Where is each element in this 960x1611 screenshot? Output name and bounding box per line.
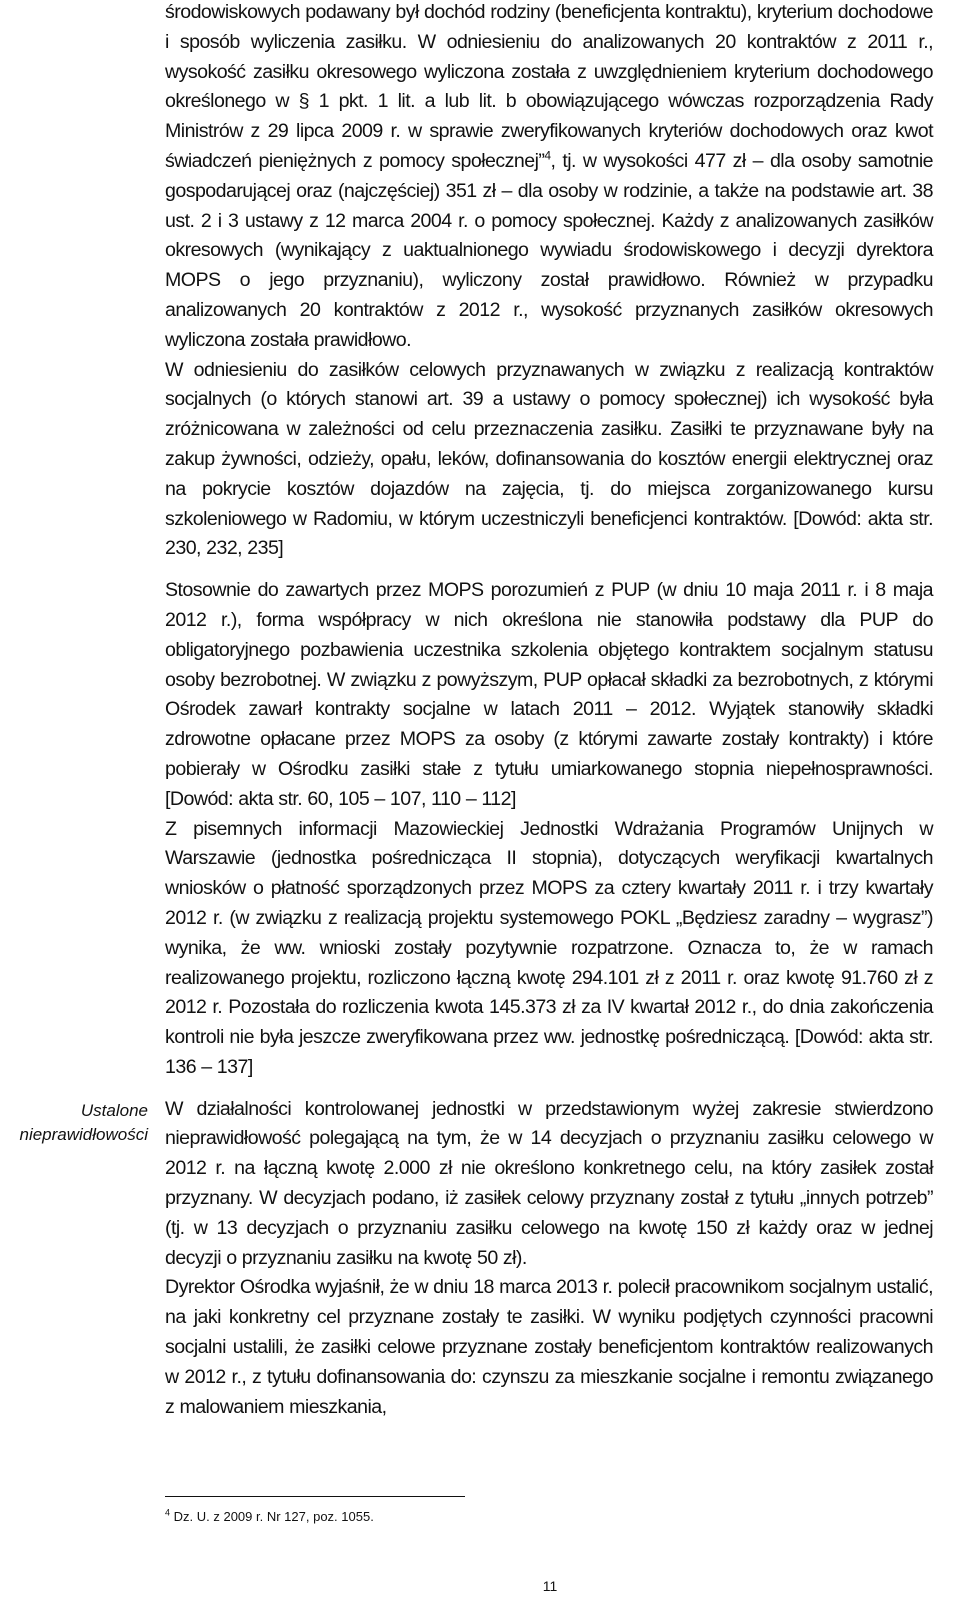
paragraph-zasilek-okresowy: środowiskowych podawany był dochód rodziny (beneficjenta kontraktu), kryterium dochodowe i sposób wyliczenia zasiłku. W odniesieniu do analizowanych 20 kontraktów z 2011 r., wysokość zasiłku okresowego wyliczona została z uwzględnieniem kryterium dochodowego określonego w § 1 pkt. 1 lit. a lub lit. b obowiązującego wówczas rozporządzenia Rady Ministrów z 29 lipca 2009 r. w sprawie zweryfikowanych kryteriów dochodowych oraz kwot świadczeń pieniężnych z pomocy społecznej”$^4$, tj. w wysokości 477 zł – dla osoby samotnie gospodarującej oraz (najczęściej) 351 zł – dla osoby w rodzinie, a także na podstawie art. 38 ust. 2 i 3 ustawy z 12 marca 2004 r. o pomocy społecznej. Każdy z analizowanych zasiłków okresowych (wynikający z uaktualnionego wywiadu środowiskowego i decyzji dyrektora MOPS o jego przyznaniu), wyliczony został prawidłowo. Również w przypadku analizowanych 20 kontraktów z 2012 r., wysokość przyznanych zasiłków okresowych wyliczona została prawidłowo. [165,1,933,351]
paragraph-wyjasnienie-dyrektora: Dyrektor Ośrodka wyjaśnił, że w dniu 18 marca 2013 r. polecił pracownikom socjalnym ustalić, na jaki konkretny cel przyznane zostały te zasiłki. W wyniku podjętych czynności pracowni socjalni ustalili, że zasiłki celowe przyznane zostały beneficjentom kontraktów realizowanych w 2012 r., z tytułu dofinansowania do: czynszu za mieszkanie socjalne i remontu związanego z malowaniem mieszkania, [165,1276,933,1418]
footnote-separator [165,1496,465,1497]
footnote [165,1508,374,1526]
paragraph-nieprawidlowosc: W działalności kontrolowanej jednostki w przedstawionym wyżej zakresie stwierdzono nieprawidłowość polegającą na tym, że w 14 decyzjach o przyznaniu zasiłku celowego w 2012 r. na łączną kwotę 2.000 zł nie określono konkretnego celu, na który zasiłek został przyznany. W decyzjach podano, iż zasiłek celowy przyznany został z tytułu „innych potrzeb” (tj. w 13 decyzjach o przyznaniu zasiłku celowego na kwotę 150 zł każdy oraz w jednej decyzji o przyznaniu zasiłku na kwotę 50 zł). [165,1097,933,1269]
footnote-number: 4 [165,1507,171,1518]
footnote-text: Dz. U. z 2009 r. Nr 127, poz. 1055. [173,1509,374,1524]
page-number: 11 [542,1578,558,1594]
footnote-reference[interactable]: 4 [544,148,551,163]
margin-label-ustalone-nieprawidlowosci: Ustalone nieprawidłowości [19,1101,148,1144]
main-text-column [165,0,933,1422]
paragraph-informacje-mjwpu: Z pisemnych informacji Mazowieckiej Jednostki Wdrażania Programów Unijnych w Warszawie (jednostka pośrednicząca II stopnia), dotyczących weryfikacji kwartalnych wniosków o płatność sporządzonych przez MOPS za cztery kwartały 2011 r. i trzy kwartały 2012 r. (w związku z realizacją projektu systemowego POKL „Będziesz zaradny – wygrasz”) wynika, że ww. wnioski zostały pozytywnie rozpatrzone. Oznacza to, że w ramach realizowanego projektu, rozliczono łączną kwotę 294.101 zł z 2011 r. oraz kwotę 91.760 zł z 2012 r. Pozostała do rozliczenia kwota 145.373 zł za IV kwartał 2012 r., do dnia zakończenia kontroli nie była jeszcze zweryfikowana przez ww. jednostkę pośredniczącą. [Dowód: akta str. 136 – 137] [165,817,933,1078]
paragraph-zasilki-celowe: W odniesieniu do zasiłków celowych przyznawanych w związku z realizacją kontraktów socjalnych (o których stanowi art. 39 a ustawy o pomocy społecznej) ich wysokość była zróżnicowana w zależności od celu przeznaczenia zasiłku. Zasiłki te przyznawane były na zakup żywności, odzieży, opału, leków, dofinansowania do kosztów energii elektrycznej oraz na pokrycie kosztów dojazdów na zajęcia, tj. do miejsca zorganizowanego kursu szkoleniowego w Radomiu, w którym uczestniczyli beneficjenci kontraktów. [Dowód: akta str. 230, 232, 235] [165,358,933,560]
paragraph-porozumienia-pup: Stosownie do zawartych przez MOPS porozumień z PUP (w dniu 10 maja 2011 r. i 8 maja 2012 r.), forma współpracy w nich określona nie stanowiła podstawy dla PUP do obligatoryjnego pozbawienia uczestnika szkolenia objętego kontraktem socjalnym statusu osoby bezrobotnej. W związku z powyższym, PUP opłacał składki za bezrobotnych, z którymi Ośrodek zawarł kontrakty socjalne w latach 2011 – 2012. Wyjątek stanowiły składki zdrowotne opłacane przez MOPS za osoby (z którymi zawarte zostały kontrakty) i które pobierały w Ośrodku zasiłki stałe z tytułu umiarkowanego stopnia niepełnosprawności. [Dowód: akta str. 60, 105 – 107, 110 – 112] [165,579,933,810]
